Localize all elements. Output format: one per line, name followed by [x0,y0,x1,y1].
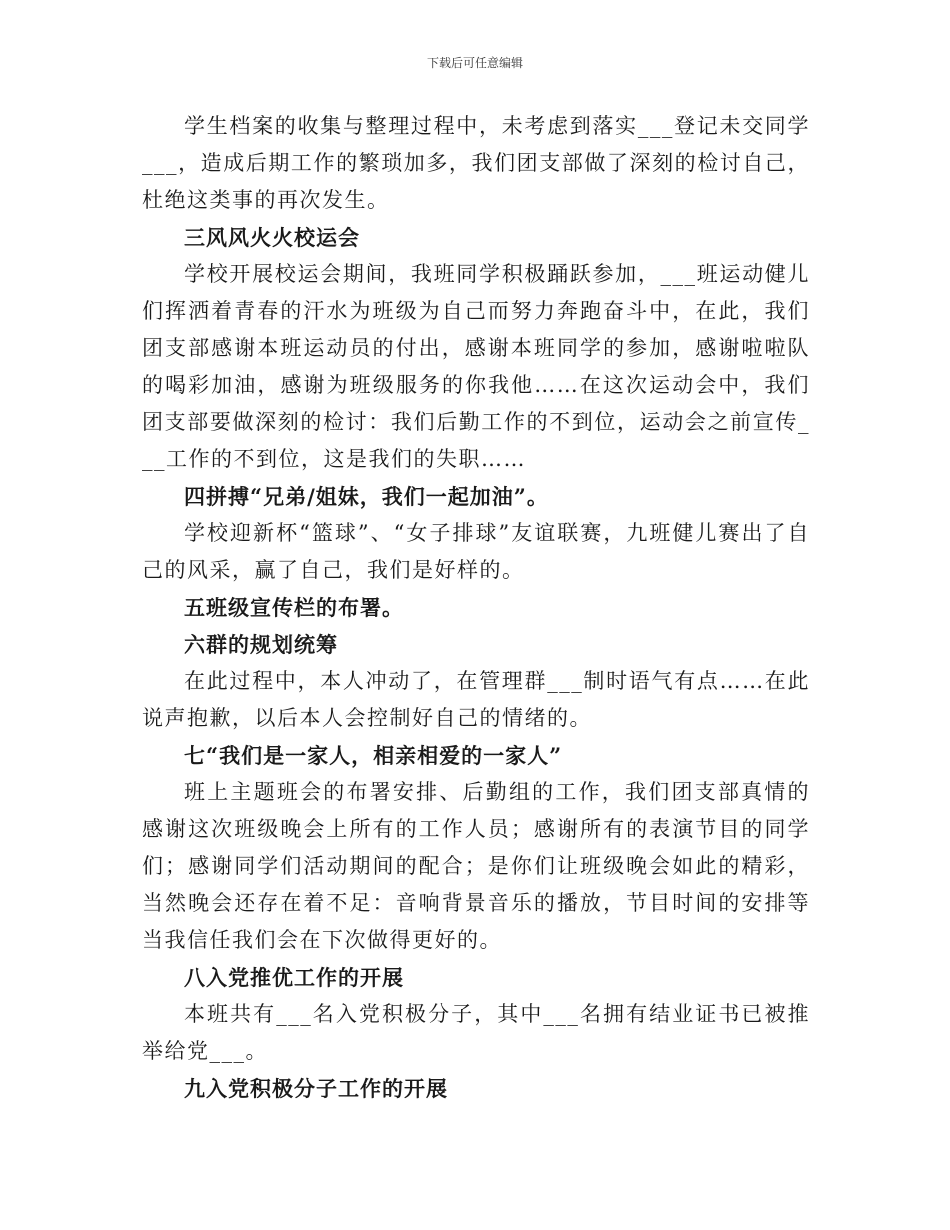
paragraph-party-activists: 本班共有___名入党积极分子，其中___名拥有结业证书已被推举给党___。 [142,1002,810,1063]
document-body [142,108,810,1107]
section-heading-party-recommendation: 八入党推优工作的开展 [184,965,404,990]
section-heading-teamwork: 四拼搏“兄弟/姐妹，我们一起加油”。 [184,484,549,509]
section-heading-group-planning: 六群的规划统筹 [184,632,338,657]
paragraph-sports-meet: 学校开展校运会期间，我班同学积极踊跃参加，___班运动健儿们挥洒着青春的汗水为班级为自己而努力奔跑奋斗中，在此，我们团支部感谢本班运动员的付出，感谢本班同学的参加，感谢啦啦队的喝彩加油，感谢为班级服务的你我他……在这次运动会中，我们团支部要做深刻的检讨：我们后勤工作的不到位，运动会之前宣传___工作的不到位，这是我们的失职…… [142,262,810,471]
section-heading-family: 七“我们是一家人，相亲相爱的一家人” [184,743,563,768]
paragraph-archives: 学生档案的收集与整理过程中，未考虑到落实___登记未交同学___，造成后期工作的繁琐加多，我们团支部做了深刻的检讨自己，杜绝这类事的再次发生。 [142,114,810,212]
paragraph-group-management: 在此过程中，本人冲动了，在管理群___制时语气有点……在此说声抱歉，以后本人会控制好自己的情绪的。 [142,669,810,730]
paragraph-league: 学校迎新杯“篮球”、“女子排球”友谊联赛，九班健儿赛出了自己的风采，赢了自己，我们是好样的。 [142,521,810,582]
section-heading-sports-meet: 三风风火火校运会 [184,225,360,250]
section-heading-bulletin: 五班级宣传栏的布署。 [184,595,404,620]
section-heading-activist-work: 九入党积极分子工作的开展 [184,1076,448,1101]
paragraph-class-party: 班上主题班会的布署安排、后勤组的工作，我们团支部真情的感谢这次班级晚会上所有的工作人员；感谢所有的表演节目的同学们；感谢同学们活动期间的配合；是你们让班级晚会如此的精彩，当然晚会还存在着不足：音响背景音乐的播放，节目时间的安排等当我信任我们会在下次做得更好的。 [142,780,810,952]
page-header: 下载后可任意编辑 [426,56,523,70]
